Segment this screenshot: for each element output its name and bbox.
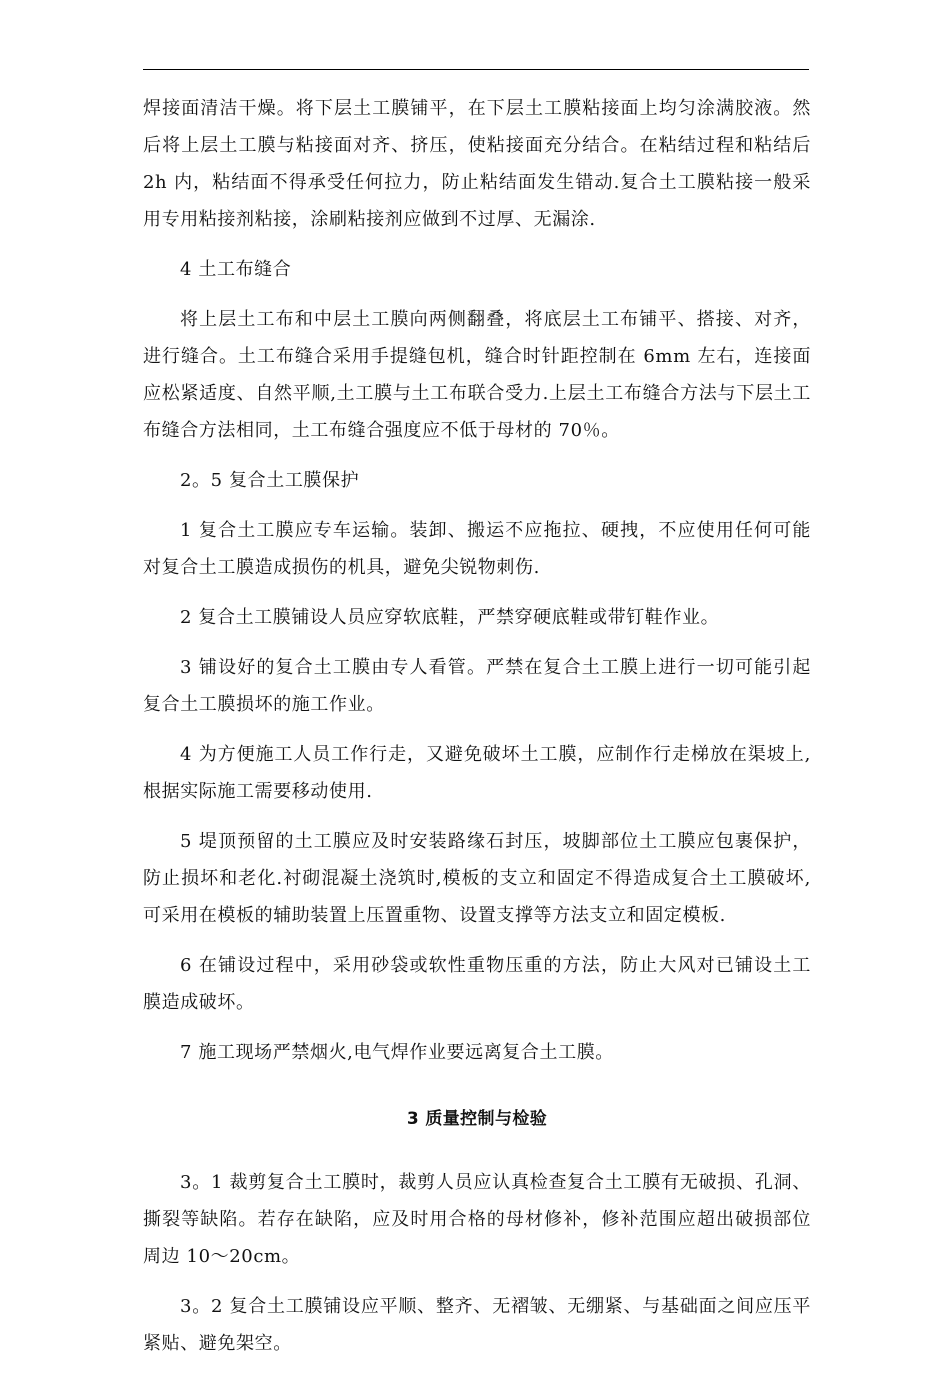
- paragraph-quality-item-2: 3。2 复合土工膜铺设应平顺、整齐、无褶皱、无绷紧、与基础面之间应压平紧贴、避免架空。: [143, 1296, 811, 1354]
- header-rule: [143, 69, 809, 70]
- subheading-membrane-protection: 2。5 复合土工膜保护: [180, 470, 360, 491]
- paragraph-geotextile-sewing: 将上层土工布和中层土工膜向两侧翻叠，将底层土工布铺平、搭接、对齐，进行缝合。土工布缝合采用手提缝包机，缝合时针距控制在 6mm 左右，连接面应松紧适度、自然平顺,土工膜与土工布联合受力.上层土工布缝合方法与下层土工布缝合方法相同，土工布缝合强度应不低于母材的 70％。: [143, 309, 811, 441]
- document-body: [143, 90, 811, 1375]
- section-heading-quality-control: 3 质量控制与检验: [406, 1109, 548, 1129]
- paragraph-protection-item-6: 6 在铺设过程中，采用砂袋或软性重物压重的方法，防止大风对已铺设土工膜造成破坏。: [143, 955, 811, 1013]
- paragraph-protection-item-5: 5 堤顶预留的土工膜应及时安装路缘石封压，坡脚部位土工膜应包裹保护，防止损坏和老化.衬砌混凝土浇筑时,模板的支立和固定不得造成复合土工膜破坏,可采用在模板的辅助装置上压置重物、设置支撑等方法支立和固定模板.: [143, 831, 811, 926]
- paragraph-protection-item-1: 1 复合土工膜应专车运输。装卸、搬运不应拖拉、硬拽，不应使用任何可能对复合土工膜造成损伤的机具，避免尖锐物刺伤.: [143, 520, 811, 578]
- paragraph-glue-bonding: 焊接面清洁干燥。将下层土工膜铺平，在下层土工膜粘接面上均匀涂满胶液。然后将上层土工膜与粘接面对齐、挤压，使粘接面充分结合。在粘结过程和粘结后2h 内，粘结面不得承受任何拉力，防止粘结面发生错动.复合土工膜粘接一般采用专用粘接剂粘接，涂刷粘接剂应做到不过厚、无漏涂.: [143, 98, 811, 230]
- paragraph-protection-item-7: 7 施工现场严禁烟火,电气焊作业要远离复合土工膜。: [180, 1042, 614, 1063]
- paragraph-protection-item-4: 4 为方便施工人员工作行走，又避免破坏土工膜，应制作行走梯放在渠坡上,根据实际施工需要移动使用.: [143, 744, 811, 802]
- subheading-geotextile-sewing: 4 土工布缝合: [180, 259, 292, 280]
- paragraph-protection-item-2: 2 复合土工膜铺设人员应穿软底鞋，严禁穿硬底鞋或带钉鞋作业。: [180, 607, 720, 628]
- paragraph-protection-item-3: 3 铺设好的复合土工膜由专人看管。严禁在复合土工膜上进行一切可能引起复合土工膜损坏的施工作业。: [143, 657, 811, 715]
- paragraph-quality-item-1: 3。1 裁剪复合土工膜时，裁剪人员应认真检查复合土工膜有无破损、孔洞、撕裂等缺陷。若存在缺陷，应及时用合格的母材修补，修补范围应超出破损部位周边 10～20cm。: [143, 1172, 811, 1267]
